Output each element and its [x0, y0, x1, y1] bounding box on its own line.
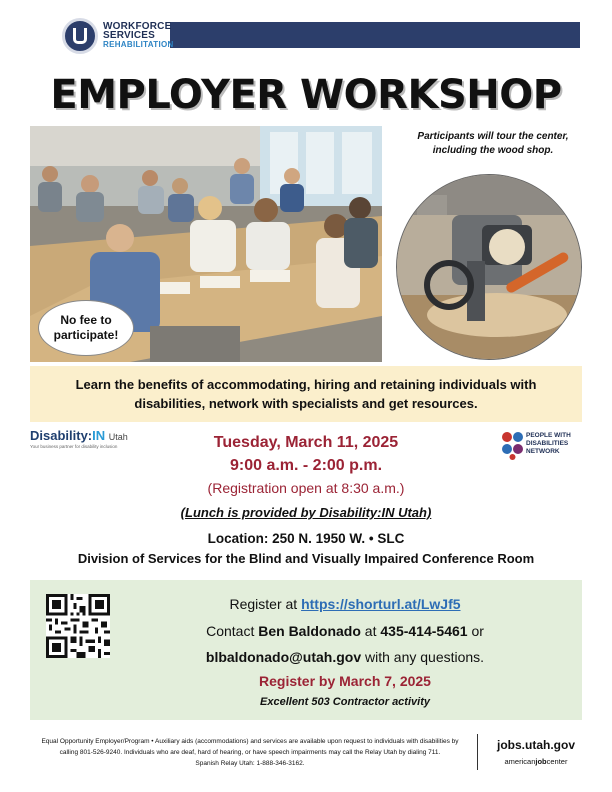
benefits-text — [60, 375, 552, 413]
disability-in-state: Utah — [108, 432, 128, 442]
register-prefix: Register at — [229, 596, 302, 612]
page-title: EMPLOYER WORKSHOP — [50, 72, 562, 118]
event-date: Tuesday, March 11, 2025 — [213, 434, 399, 451]
event-registration-open: (Registration open at 8:30 a.m.) — [207, 480, 405, 496]
footer-disclaimer — [30, 736, 470, 769]
event-time: 9:00 a.m. - 2:00 p.m. — [229, 457, 383, 474]
tour-caption: Participants will tour the center, including the wood shop. — [417, 131, 569, 156]
contact-phone[interactable]: 435-414-5461 — [380, 623, 468, 639]
disability-in-tagline: Your business partner for disability inclusion — [30, 444, 118, 449]
disclaimer-line2: calling 801-526-9240. Individuals who are deaf, hard of hearing, or have speech impairments may call the Relay Utah by dialing 711. — [59, 749, 441, 756]
email-line — [120, 649, 570, 665]
benefits-band — [30, 366, 582, 422]
no-fee-badge: No fee to participate! — [38, 300, 134, 356]
benefits-text-part2: with specialists and get — [258, 396, 412, 411]
register-link[interactable]: https://shorturl.at/LwJf5 — [301, 596, 461, 612]
contact-email[interactable]: blbaldonado@utah.gov — [205, 649, 362, 665]
benefits-text-part3: . — [473, 396, 478, 411]
pwd-line1: PEOPLE WITH — [526, 432, 571, 439]
contact-mid: at — [360, 623, 381, 639]
disability-in-word: Disability: — [30, 428, 93, 443]
register-deadline: Register by March 7, 2025 — [259, 673, 431, 689]
event-location: Location: 250 N. 1950 W. • SLC — [207, 531, 405, 546]
org-line1: WORKFORCE — [103, 21, 172, 32]
benefits-text-part1: Learn the benefits of accommodating, hiring and retaining individuals with disabilities, — [75, 377, 537, 411]
ajc-center: center — [546, 757, 568, 766]
register-url-line — [120, 596, 570, 612]
ajc-job: job — [535, 757, 547, 766]
contractor-activity-note: Excellent 503 Contractor activity — [260, 696, 430, 708]
org-name — [103, 22, 174, 49]
wood-shop-photo — [396, 174, 582, 360]
workforce-services-logo-icon — [62, 18, 98, 54]
event-lunch: (Lunch is provided by Disability:IN Utah) — [180, 505, 432, 520]
footer-website-link[interactable]: jobs.utah.gov — [497, 738, 575, 752]
lathe-illustration — [397, 175, 582, 360]
contact-line — [120, 623, 570, 639]
event-room: Division of Services for the Blind and Visually Impaired Conference Room — [77, 551, 535, 566]
org-line3: REHABILITATION — [103, 40, 174, 49]
header — [0, 18, 612, 54]
disclaimer-line3: Spanish Relay Utah: 1-888-346-3162. — [195, 760, 305, 767]
ajc-american: american — [504, 757, 536, 766]
contact-prefix: Contact — [206, 623, 259, 639]
pwd-line2: DISABILITIES — [526, 440, 569, 447]
contact-name: Ben Baldonado — [258, 623, 361, 639]
benefits-network: network — [208, 396, 259, 411]
logo-mark — [73, 28, 87, 44]
contact-suffix: or — [467, 623, 484, 639]
footer-divider — [477, 734, 478, 770]
org-line2: SERVICES — [103, 30, 155, 41]
email-suffix: with any questions. — [361, 649, 485, 665]
register-panel — [30, 580, 582, 720]
disclaimer-line1: Equal Opportunity Employer/Program • Auxiliary aids (accommodations) and services are available upon request to individuals with disabilities by — [41, 738, 459, 745]
pwd-line3: NETWORK — [526, 448, 560, 455]
disability-in-in: IN — [92, 428, 106, 443]
header-bar — [170, 22, 580, 48]
benefits-resources: resources — [411, 396, 474, 411]
american-job-center-logo — [488, 757, 584, 766]
qr-code-icon[interactable] — [46, 594, 110, 658]
